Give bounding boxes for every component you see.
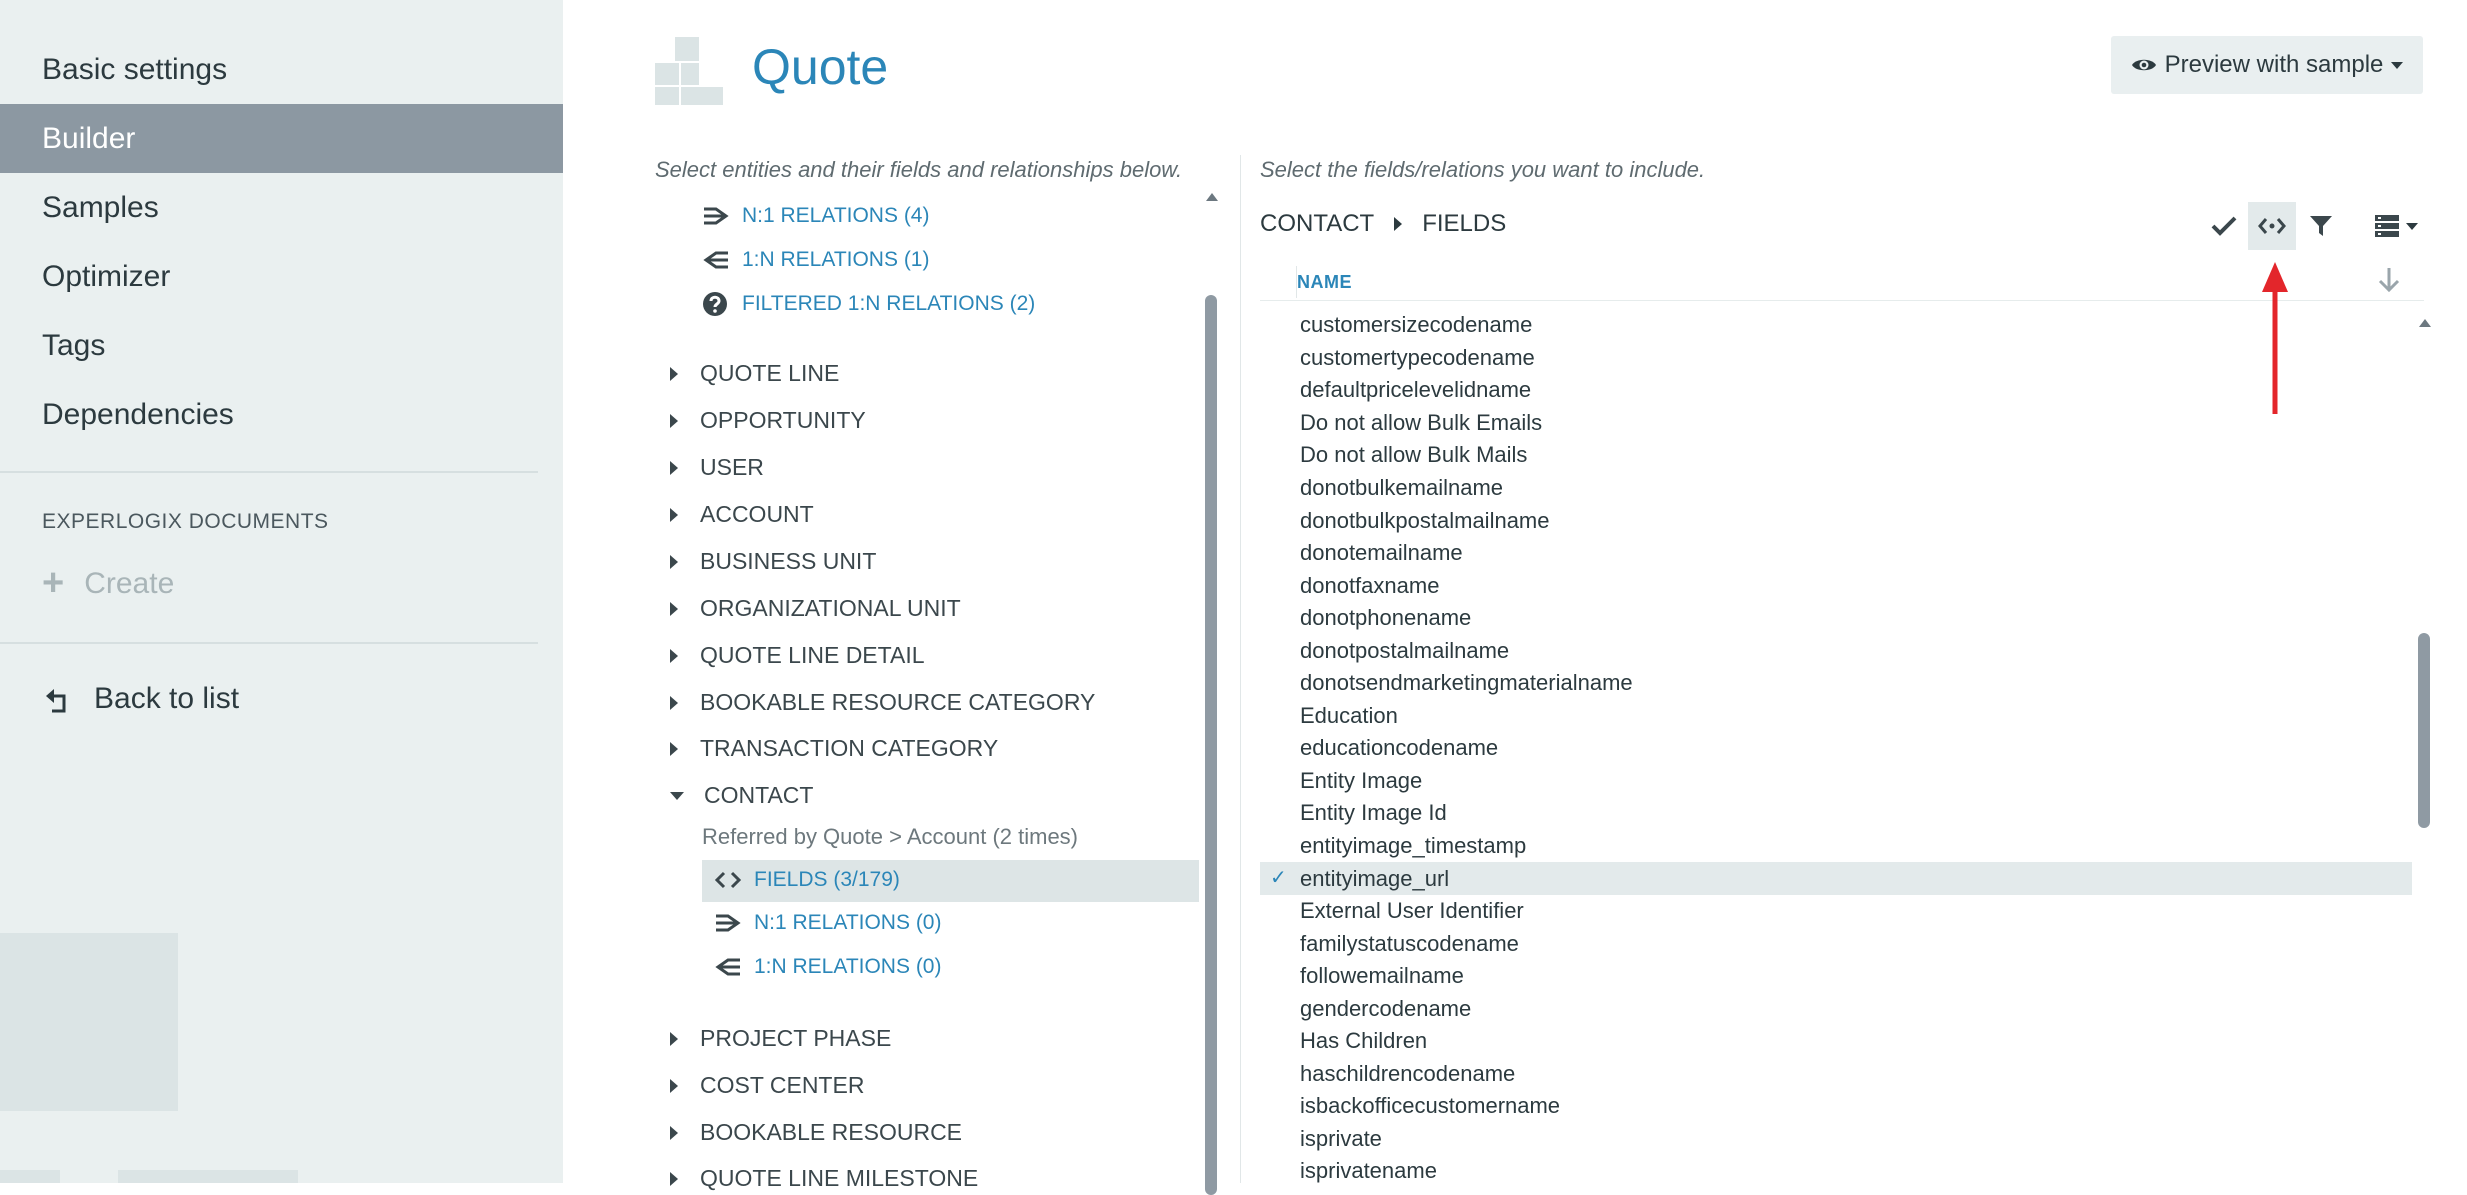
tree-node-label: QUOTE LINE bbox=[700, 360, 840, 386]
tree-node-label: ACCOUNT bbox=[700, 501, 814, 527]
field-name: donotsendmarketingmaterialname bbox=[1300, 670, 1633, 696]
caret-down-icon bbox=[670, 792, 684, 800]
create-label: Create bbox=[84, 566, 175, 600]
tree-link-contact-n1-relations[interactable] bbox=[714, 911, 941, 935]
tree-node-label: CONTACT bbox=[704, 782, 814, 808]
tree-node-organizational-unit[interactable] bbox=[670, 595, 961, 622]
tree-node-label: PROJECT PHASE bbox=[700, 1025, 892, 1051]
1n-relations-icon bbox=[702, 250, 734, 270]
field-name: haschildrencodename bbox=[1300, 1060, 1516, 1086]
1n-relations-icon bbox=[714, 957, 746, 977]
field-row[interactable] bbox=[1260, 569, 2412, 602]
sidebar-item-optimizer[interactable]: Optimizer bbox=[42, 259, 171, 293]
field-row[interactable] bbox=[1260, 309, 2412, 342]
chevron-right-icon bbox=[1394, 217, 1402, 231]
field-name: donotemailname bbox=[1300, 540, 1463, 566]
field-row[interactable] bbox=[1260, 374, 2412, 407]
field-name: Education bbox=[1300, 702, 1398, 728]
tree-link-fields[interactable] bbox=[714, 868, 900, 892]
tree-link-1n-relations[interactable] bbox=[702, 248, 929, 272]
caret-right-icon bbox=[670, 1032, 678, 1046]
field-row[interactable] bbox=[1260, 700, 2412, 733]
field-row[interactable] bbox=[1260, 895, 2412, 928]
sidebar-item-builder[interactable]: Builder bbox=[0, 104, 563, 173]
field-name: Entity Image bbox=[1300, 767, 1423, 793]
field-row[interactable] bbox=[1260, 602, 2412, 635]
tree-node-transaction-category[interactable] bbox=[670, 735, 998, 762]
field-name: followemailname bbox=[1300, 963, 1464, 989]
field-name: defaultpricelevelidname bbox=[1300, 377, 1532, 403]
caret-right-icon bbox=[670, 508, 678, 522]
caret-right-icon bbox=[670, 742, 678, 756]
caret-right-icon bbox=[670, 602, 678, 616]
sidebar-item-tags[interactable]: Tags bbox=[42, 328, 106, 362]
n1-relations-icon bbox=[714, 913, 746, 933]
tree-scrollbar[interactable] bbox=[1205, 190, 1217, 1183]
sidebar-divider bbox=[0, 642, 538, 644]
decorative-block bbox=[0, 1170, 60, 1183]
scroll-up-icon[interactable] bbox=[1206, 193, 1218, 201]
field-row[interactable] bbox=[1260, 472, 2412, 505]
field-row[interactable] bbox=[1260, 407, 2412, 440]
tree-node-user[interactable] bbox=[670, 454, 764, 481]
tree-node-label: COST CENTER bbox=[700, 1072, 865, 1098]
breadcrumb bbox=[1260, 210, 1506, 238]
decorative-block bbox=[118, 1170, 298, 1183]
n1-relations-icon bbox=[702, 206, 734, 226]
tree-node-business-unit[interactable] bbox=[670, 548, 876, 575]
field-row[interactable] bbox=[1260, 732, 2412, 765]
field-row[interactable] bbox=[1260, 1025, 2412, 1058]
tree-node-project-phase[interactable] bbox=[670, 1025, 891, 1052]
field-name: familystatuscodename bbox=[1300, 930, 1519, 956]
field-row[interactable] bbox=[1260, 1058, 2412, 1091]
tree-node-label: BOOKABLE RESOURCE bbox=[700, 1119, 963, 1145]
tree-scroll-thumb[interactable] bbox=[1205, 295, 1217, 1195]
caret-right-icon bbox=[670, 1172, 678, 1186]
field-name: isbackofficecustomername bbox=[1300, 1093, 1561, 1119]
field-name: Do not allow Bulk Mails bbox=[1300, 442, 1528, 468]
tree-node-account[interactable] bbox=[670, 501, 814, 528]
name-column-header[interactable]: NAME bbox=[1297, 272, 1352, 292]
field-name: Do not allow Bulk Emails bbox=[1300, 409, 1543, 435]
sidebar-nav bbox=[0, 35, 563, 449]
tree-node-contact[interactable] bbox=[670, 782, 813, 809]
field-name: entityimage_url bbox=[1300, 865, 1450, 891]
tree-node-label: QUOTE LINE MILESTONE bbox=[700, 1165, 979, 1191]
view-options-button[interactable] bbox=[2368, 202, 2424, 250]
field-name: customersizecodename bbox=[1300, 312, 1533, 338]
sort-down-icon[interactable] bbox=[2377, 266, 2401, 294]
field-row[interactable] bbox=[1260, 1123, 2412, 1156]
decorative-block bbox=[0, 933, 178, 1111]
tree-link-label: 1:N RELATIONS (0) bbox=[754, 955, 942, 978]
header-underline bbox=[1260, 300, 2424, 301]
code-brackets-icon bbox=[2258, 216, 2286, 236]
tree-link-label: 1:N RELATIONS (1) bbox=[742, 248, 930, 271]
create-button[interactable] bbox=[42, 562, 174, 605]
field-name: donotbulkpostalmailname bbox=[1300, 507, 1550, 533]
caret-right-icon bbox=[670, 414, 678, 428]
tree-node-label: QUOTE LINE DETAIL bbox=[700, 642, 925, 668]
tree-node-quote-line-detail[interactable] bbox=[670, 642, 925, 669]
field-name: donotbulkemailname bbox=[1300, 475, 1504, 500]
field-name: Entity Image Id bbox=[1300, 800, 1447, 826]
caret-right-icon bbox=[670, 367, 678, 381]
sidebar-item-dependencies[interactable]: Dependencies bbox=[42, 397, 234, 431]
tree-node-opportunity[interactable] bbox=[670, 407, 866, 434]
tree-node-label: BOOKABLE RESOURCE CATEGORY bbox=[700, 689, 1096, 715]
fields-scrollbar[interactable] bbox=[2418, 318, 2430, 1183]
code-icon bbox=[714, 870, 746, 890]
field-row[interactable] bbox=[1260, 342, 2412, 375]
tree-node-quote-line-milestone[interactable] bbox=[670, 1165, 978, 1192]
sidebar-item-basic-settings[interactable]: Basic settings bbox=[42, 52, 228, 86]
field-name: isprivatename bbox=[1300, 1158, 1437, 1184]
breadcrumb-section: FIELDS bbox=[1422, 210, 1507, 237]
section-label: EXPERLOGIX DOCUMENTS bbox=[42, 510, 329, 533]
field-row[interactable] bbox=[1260, 765, 2412, 798]
sidebar-divider bbox=[0, 471, 538, 473]
fields-hint: Select the fields/relations you want to include. bbox=[1260, 157, 1706, 182]
tree-node-label: TRANSACTION CATEGORY bbox=[700, 735, 999, 761]
caret-right-icon bbox=[670, 1079, 678, 1093]
back-arrow-icon bbox=[42, 683, 74, 715]
field-row[interactable] bbox=[1260, 504, 2412, 537]
caret-right-icon bbox=[670, 461, 678, 475]
referred-by-note: Referred by Quote > Account (2 times) bbox=[702, 824, 1079, 849]
tree-node-quote-line[interactable] bbox=[670, 360, 839, 387]
tree-node-bookable-resource[interactable] bbox=[670, 1119, 962, 1146]
field-row[interactable] bbox=[1260, 960, 2412, 993]
field-row[interactable] bbox=[1260, 927, 2412, 960]
field-name: donotfaxname bbox=[1300, 572, 1440, 598]
chevron-down-icon bbox=[2406, 223, 2418, 230]
plus-icon: + bbox=[42, 562, 65, 604]
show-code-button[interactable] bbox=[2248, 202, 2296, 250]
back-label: Back to list bbox=[94, 682, 240, 715]
preview-with-sample-button[interactable] bbox=[2111, 36, 2423, 94]
tree-node-label: USER bbox=[700, 454, 764, 480]
tree-link-filtered-1n-relations[interactable] bbox=[702, 291, 1035, 317]
tree-link-label: FIELDS (3/179) bbox=[754, 868, 900, 891]
tree-link-n1-relations[interactable] bbox=[702, 204, 929, 228]
scroll-up-icon[interactable] bbox=[2419, 319, 2431, 327]
tree-node-cost-center[interactable] bbox=[670, 1072, 864, 1099]
filter-button[interactable] bbox=[2301, 202, 2341, 250]
tree-link-label: N:1 RELATIONS (0) bbox=[754, 911, 942, 934]
tree-node-label: BUSINESS UNIT bbox=[700, 548, 877, 574]
field-name: isprivate bbox=[1300, 1125, 1382, 1151]
filter-icon bbox=[2309, 214, 2333, 238]
tree-link-contact-1n-relations[interactable] bbox=[714, 955, 941, 979]
question-circle-icon bbox=[702, 291, 734, 317]
check-icon bbox=[2211, 215, 2237, 237]
fields-scroll-thumb[interactable] bbox=[2418, 633, 2430, 828]
field-name: External User Identifier bbox=[1300, 898, 1524, 924]
field-name: donotpostalmailname bbox=[1300, 637, 1510, 663]
sidebar-item-samples[interactable]: Samples bbox=[42, 190, 159, 224]
tree-node-label: ORGANIZATIONAL UNIT bbox=[700, 595, 961, 621]
field-row[interactable] bbox=[1260, 634, 2412, 667]
sidebar bbox=[0, 0, 563, 1183]
field-row[interactable] bbox=[1260, 667, 2412, 700]
field-name: gendercodename bbox=[1300, 995, 1472, 1021]
breadcrumb-entity[interactable]: CONTACT bbox=[1260, 210, 1375, 237]
caret-right-icon bbox=[670, 1126, 678, 1140]
tree-link-label: FILTERED 1:N RELATIONS (2) bbox=[742, 292, 1036, 315]
server-list-icon bbox=[2374, 214, 2400, 238]
eye-icon bbox=[2131, 56, 2157, 74]
entity-logo-icon bbox=[655, 37, 723, 105]
preview-label: Preview with sample bbox=[2164, 51, 2384, 78]
field-name: educationcodename bbox=[1300, 735, 1499, 761]
field-row[interactable] bbox=[1260, 992, 2412, 1025]
field-name: Has Children bbox=[1300, 1028, 1428, 1054]
select-all-button[interactable] bbox=[2204, 202, 2244, 250]
field-list bbox=[1260, 309, 2412, 1188]
caret-right-icon bbox=[670, 696, 678, 710]
tree-hint: Select entities and their fields and relationships below. bbox=[655, 157, 1183, 182]
field-row[interactable] bbox=[1260, 797, 2412, 830]
pane-divider bbox=[1240, 155, 1241, 1183]
tree-node-bookable-resource-category[interactable] bbox=[670, 689, 1095, 716]
field-name: customertypecodename bbox=[1300, 344, 1535, 370]
annotation-arrow-icon bbox=[2260, 262, 2290, 414]
caret-right-icon bbox=[670, 555, 678, 569]
field-row[interactable] bbox=[1260, 1090, 2412, 1123]
page-title: Quote bbox=[752, 39, 889, 95]
field-name: entityimage_timestamp bbox=[1300, 833, 1527, 859]
caret-right-icon bbox=[670, 649, 678, 663]
field-row[interactable] bbox=[1260, 862, 2412, 895]
field-name: donotphonename bbox=[1300, 605, 1472, 631]
field-row[interactable] bbox=[1260, 537, 2412, 570]
field-row[interactable] bbox=[1260, 830, 2412, 863]
tree-node-label: OPPORTUNITY bbox=[700, 407, 866, 433]
tree-link-label: N:1 RELATIONS (4) bbox=[742, 204, 930, 227]
chevron-down-icon bbox=[2391, 62, 2403, 69]
field-row[interactable] bbox=[1260, 439, 2412, 472]
back-to-list-link[interactable] bbox=[42, 682, 239, 716]
check-icon: ✓ bbox=[1270, 867, 1287, 890]
